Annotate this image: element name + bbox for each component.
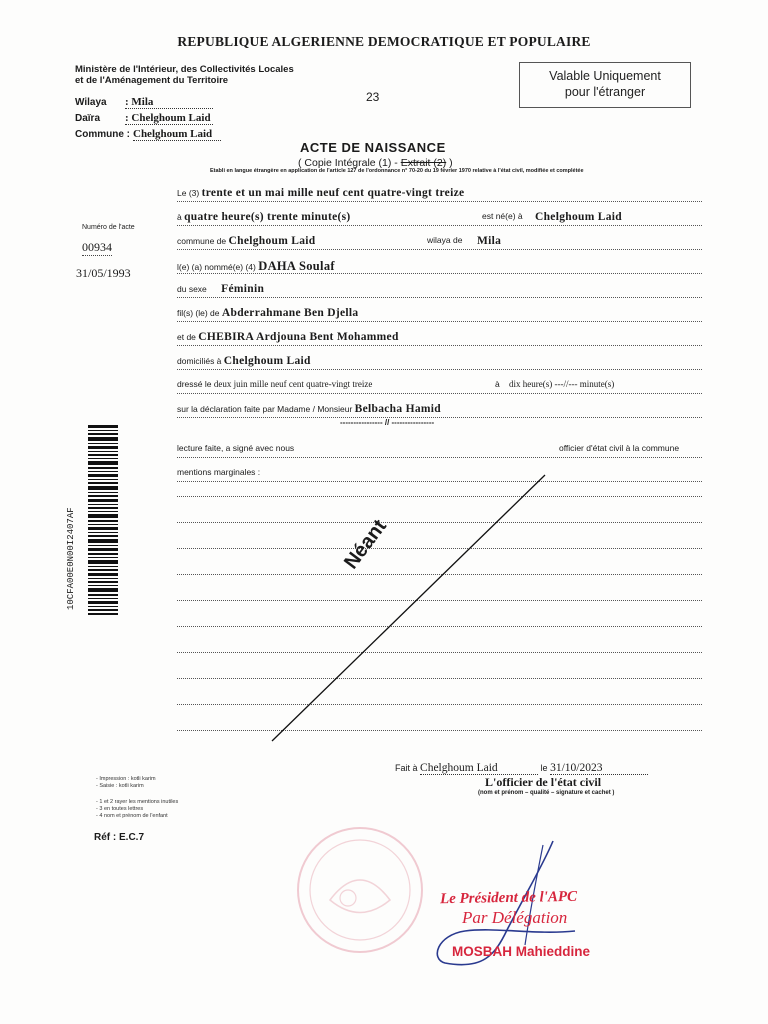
foreign-only-stamp <box>519 62 691 108</box>
numero-acte-label: Numéro de l'acte <box>82 224 135 231</box>
nom-prenom-note: (nom et prénom – qualité – signature et cachet ) <box>478 790 615 796</box>
birth-date-text: trente et un mai mille neuf cent quatre-vingt treize <box>201 187 465 199</box>
copie-suffix: ) <box>446 157 453 169</box>
est-ne-label: est né(e) à <box>482 211 523 221</box>
commune-row <box>75 128 221 141</box>
note-1: - 1 et 2 rayer les mentions inutiles <box>96 799 179 805</box>
wilaya-label-row: wilaya de <box>427 235 463 245</box>
mere-label: et de <box>177 332 196 342</box>
officier-title: L'officier de l'état civil <box>485 775 602 789</box>
note-3: - 4 nom et prénom de l'enfant <box>96 813 168 819</box>
commune-label: Commune : <box>75 129 130 140</box>
wilaya-value: : Mila <box>125 96 213 109</box>
saisie-note: - Saisie : kotli karim <box>96 783 144 789</box>
fait-label: Fait à <box>395 763 418 773</box>
wilaya-label: Wilaya <box>75 97 107 108</box>
row-lecture <box>177 443 702 458</box>
row-heure <box>177 211 702 226</box>
row-pere <box>177 307 702 322</box>
domicile-value: Chelghoum Laid <box>223 355 311 367</box>
acte-title: ACTE DE NAISSANCE <box>300 140 446 155</box>
birth-hour-text: quatre heure(s) trente minute(s) <box>184 211 351 223</box>
row-sexe <box>177 283 702 298</box>
row-commune <box>177 235 702 250</box>
signature-name: MOSBAH Mahieddine <box>452 944 591 959</box>
row-declaration <box>177 403 702 418</box>
stamp-line2: pour l'étranger <box>564 85 646 99</box>
ministry-line1: Ministère de l'Intérieur, des Collectivités Locales <box>75 64 294 75</box>
wilaya-value-row: Mila <box>477 235 502 247</box>
neant-mark: Néant <box>340 515 392 574</box>
copie-struck: Extrait (2) <box>400 157 447 169</box>
daira-row <box>75 112 213 125</box>
legal-basis: Etabli en langue étrangère en application de l'article 127 de l'ordonnance n° 70-20 du 19 février 1970 relative à l'état civil, modifiée et complétée <box>210 168 584 174</box>
barcode-text: 10CFA00E0N00I2407AF <box>66 507 76 610</box>
barcode <box>88 425 118 615</box>
fait-line <box>395 762 648 775</box>
impression-note: - Impression : kotli karim <box>96 776 156 782</box>
daira-value: : Chelghoum Laid <box>125 112 213 125</box>
daira-label: Daïra <box>75 113 101 124</box>
copie-prefix: ( Copie Intégrale (1) - <box>298 157 401 169</box>
republic-title: REPUBLIQUE ALGERIENNE DEMOCRATIQUE ET POPULAIRE <box>177 34 591 49</box>
father-name: Abderrahmane Ben Djella <box>221 307 359 319</box>
nomme-label: l(e) (a) nommé(e) (4) <box>177 262 256 272</box>
signature-president: Le Président de l'APC <box>439 888 578 908</box>
signature-delegation: Par Délégation <box>462 908 568 927</box>
fait-date: 31/10/2023 <box>550 762 648 775</box>
fait-le-label: le <box>540 763 548 773</box>
dresse-date: deux juin mille neuf cent quatre-vingt treize <box>213 379 373 389</box>
dresse-label: dressé le <box>177 379 212 389</box>
ministry-block <box>75 64 294 86</box>
fait-place: Chelghoum Laid <box>420 762 538 775</box>
child-name: DAHA Soulaf <box>258 259 335 273</box>
note-2: - 3 en toutes lettres <box>96 806 144 812</box>
fils-label: fil(s) (le) de <box>177 308 220 318</box>
declaration-label: sur la déclaration faite par Madame / Monsieur <box>177 404 353 414</box>
acte-date: 31/05/1993 <box>76 266 131 280</box>
sexe-label: du sexe <box>177 284 207 294</box>
reference-code: Réf : E.C.7 <box>94 832 145 843</box>
domicile-label: domiciliés à <box>177 356 222 366</box>
dresse-hour: dix heure(s) ---//--- minute(s) <box>509 379 615 389</box>
officier-commune-label: officier d'état civil à la commune <box>559 443 680 453</box>
row-mere <box>177 331 702 346</box>
declarant-name: Belbacha Hamid <box>354 403 441 415</box>
birth-place: Chelghoum Laid <box>535 211 622 223</box>
numero-acte-value: 00934 <box>82 240 112 254</box>
diagonal-strike-line <box>260 465 560 750</box>
dresse-a-label: à <box>495 379 500 389</box>
official-seal-icon <box>290 820 430 960</box>
wilaya-row <box>75 96 213 109</box>
document-number: 23 <box>366 90 380 104</box>
separator-line: ---------------- // ---------------- <box>340 418 435 427</box>
lecture-label: lecture faite, a signé avec nous <box>177 443 295 453</box>
row-dresse <box>177 379 702 394</box>
sexe-value: Féminin <box>221 283 265 295</box>
commune-value-row: Chelghoum Laid <box>228 235 316 247</box>
row-domicile <box>177 355 702 370</box>
row-nomme <box>177 259 702 274</box>
mentions-label: mentions marginales : <box>177 467 261 477</box>
mother-name: CHEBIRA Ardjouna Bent Mohammed <box>198 331 399 343</box>
a-label: à <box>177 212 182 222</box>
ministry-line2: et de l'Aménagement du Territoire <box>75 75 229 86</box>
commune-label-row: commune de <box>177 236 227 246</box>
stamp-line1: Valable Uniquement <box>549 69 661 83</box>
commune-value: Chelghoum Laid <box>133 128 221 141</box>
le-label: Le (3) <box>177 188 200 198</box>
row-date <box>177 187 702 202</box>
